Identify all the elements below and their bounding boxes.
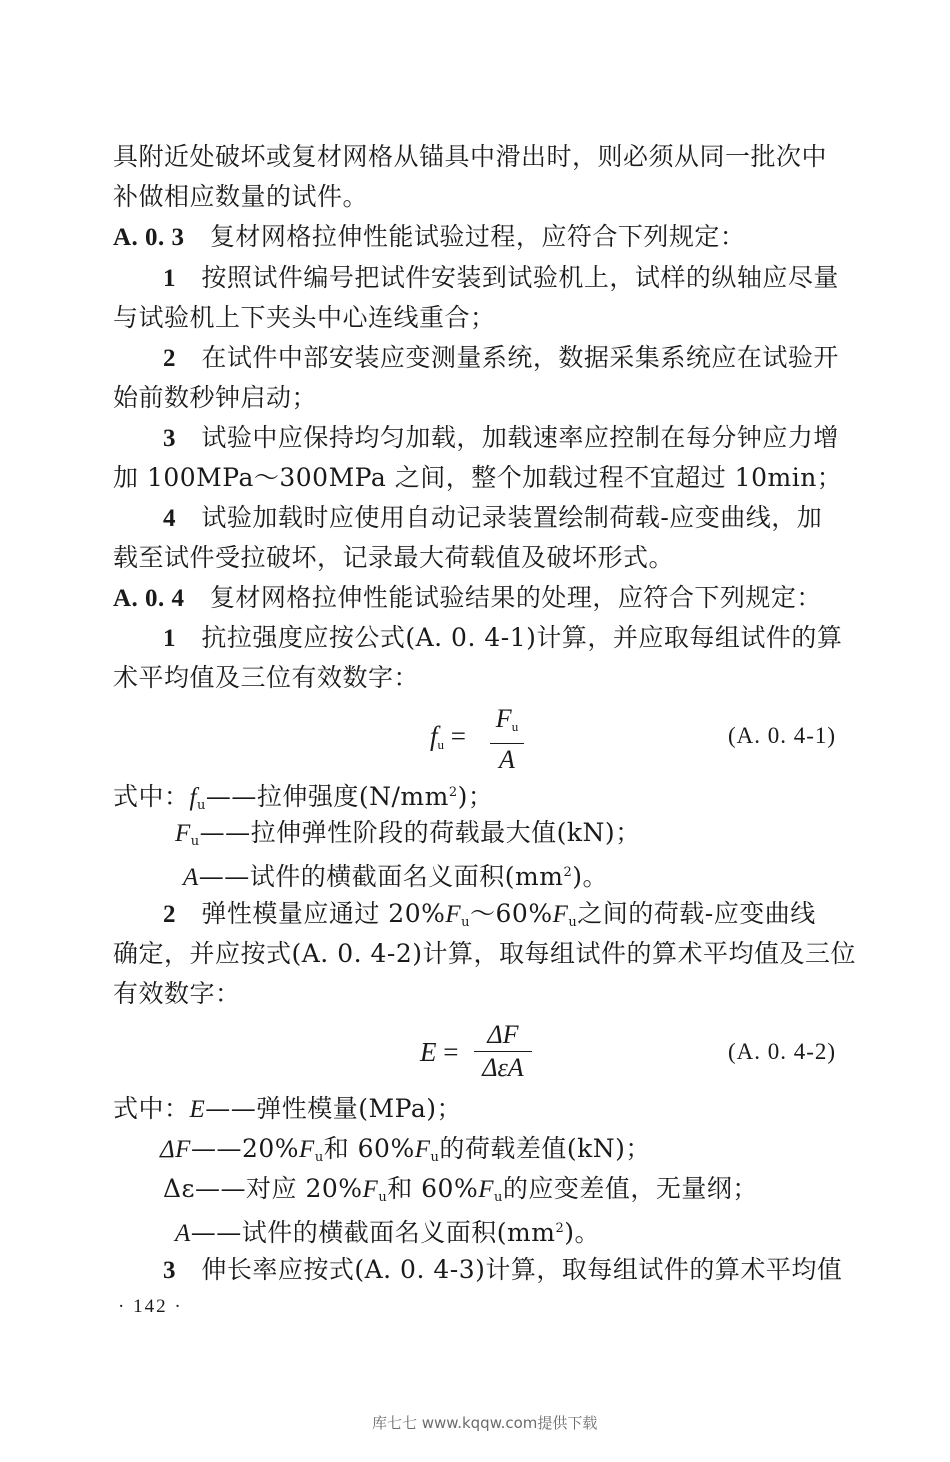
equation-number: (A. 0. 4-2) — [728, 1039, 837, 1064]
list-item — [163, 262, 839, 295]
equation-2-fraction — [474, 1020, 532, 1083]
where-row: A——试件的横截面名义面积$(mm^2)$。 — [183, 862, 608, 891]
numerator: ΔF — [487, 1020, 519, 1049]
denominator: A — [499, 745, 515, 774]
item-text: 载至试件受拉破坏，记录最大荷载值及破坏形式。 — [113, 543, 675, 572]
item-text: 按照试件编号把试件安装到试验机上，试样的纵轴应尽量 — [201, 263, 839, 292]
item-number: 1 — [163, 625, 176, 652]
clause-number: A. 0. 4 — [113, 585, 185, 612]
fraction-bar — [474, 1051, 532, 1052]
item-text: 试验中应保持均匀加载，加载速率应控制在每分钟应力增 — [201, 423, 839, 452]
list-item: 2 弹性模量应通过 $20\%F_u\sim 60\%F_u$之间的荷载-应变曲线 — [163, 899, 816, 930]
item-text: 有效数字： — [113, 979, 241, 1008]
item-text: 抗拉强度应按公式(A. 0. 4-1)计算，并应取每组试件的算 — [201, 623, 843, 652]
equation-number: (A. 0. 4-1) — [728, 723, 837, 748]
footer-watermark: 库七七 www.kqqw.com提供下载 — [372, 1414, 598, 1432]
item-text: 加 100MPa～300MPa 之间，整个加载过程不宜超过 10min； — [113, 463, 843, 492]
item-text: 试验加载时应使用自动记录装置绘制荷载-应变曲线，加 — [201, 503, 823, 532]
clause-title: 复材网格拉伸性能试验结果的处理，应符合下列规定： — [209, 583, 822, 612]
where-row: 式中：E——弹性模量(MPa)； — [113, 1094, 463, 1123]
paragraph-line: 具附近处破坏或复材网格从锚具中滑出时，则必须从同一批次中 — [113, 142, 828, 171]
clause-a04-heading — [113, 582, 822, 615]
item-number: 3 — [163, 1257, 176, 1284]
item-number: 3 — [163, 425, 176, 452]
list-item — [163, 502, 822, 535]
equation-1-lhs: $f_u$ = — [430, 721, 466, 752]
list-item — [163, 342, 839, 375]
where-row: $F_u——$拉伸弹性阶段的荷载最大值(kN)； — [175, 818, 641, 849]
clause-number: A. 0. 3 — [113, 224, 185, 251]
paragraph-line: 补做相应数量的试件。 — [113, 182, 369, 211]
fraction-bar — [490, 743, 524, 744]
equation-1-fraction: $F_u$ A — [490, 704, 524, 775]
item-text: 伸长率应按式(A. 0. 4-3)计算，取每组试件的算术平均值 — [201, 1255, 843, 1284]
item-text: 与试验机上下夹头中心连线重合； — [113, 303, 496, 332]
item-number: 2 — [163, 345, 176, 372]
where-row: Δε——对应 $20\%F_u$和 $60\%F_u$的应变差值，无量纲； — [163, 1174, 758, 1205]
page-number: · 142 · — [118, 1296, 183, 1317]
item-text: 始前数秒钟启动； — [113, 383, 318, 412]
item-number: 2 — [163, 901, 176, 928]
item-text: 确定，并应按式(A. 0. 4-2)计算，取每组试件的算术平均值及三位 — [113, 939, 857, 968]
denominator: ΔεA — [482, 1053, 524, 1082]
list-item — [163, 622, 842, 655]
item-number: 1 — [163, 265, 176, 292]
item-text: 术平均值及三位有效数字： — [113, 663, 420, 692]
item-text: 在试件中部安装应变测量系统，数据采集系统应在试验开 — [201, 343, 839, 372]
item-number: 4 — [163, 505, 176, 532]
clause-a03-heading — [113, 221, 745, 254]
list-item — [163, 1254, 842, 1287]
where-row: A——试件的横截面名义面积$(mm^2)$。 — [175, 1218, 600, 1247]
where-row: $\Delta F——20\%F_u$和 $60\%F_u$的荷载差值(kN)； — [160, 1134, 651, 1165]
equation-2-lhs: E = — [420, 1037, 459, 1067]
clause-title: 复材网格拉伸性能试验过程，应符合下列规定： — [209, 222, 746, 251]
numerator: F — [495, 704, 512, 733]
list-item — [163, 422, 839, 455]
where-row: 式中：$f_u——$拉伸强度$(N/mm^2)$； — [113, 782, 494, 813]
